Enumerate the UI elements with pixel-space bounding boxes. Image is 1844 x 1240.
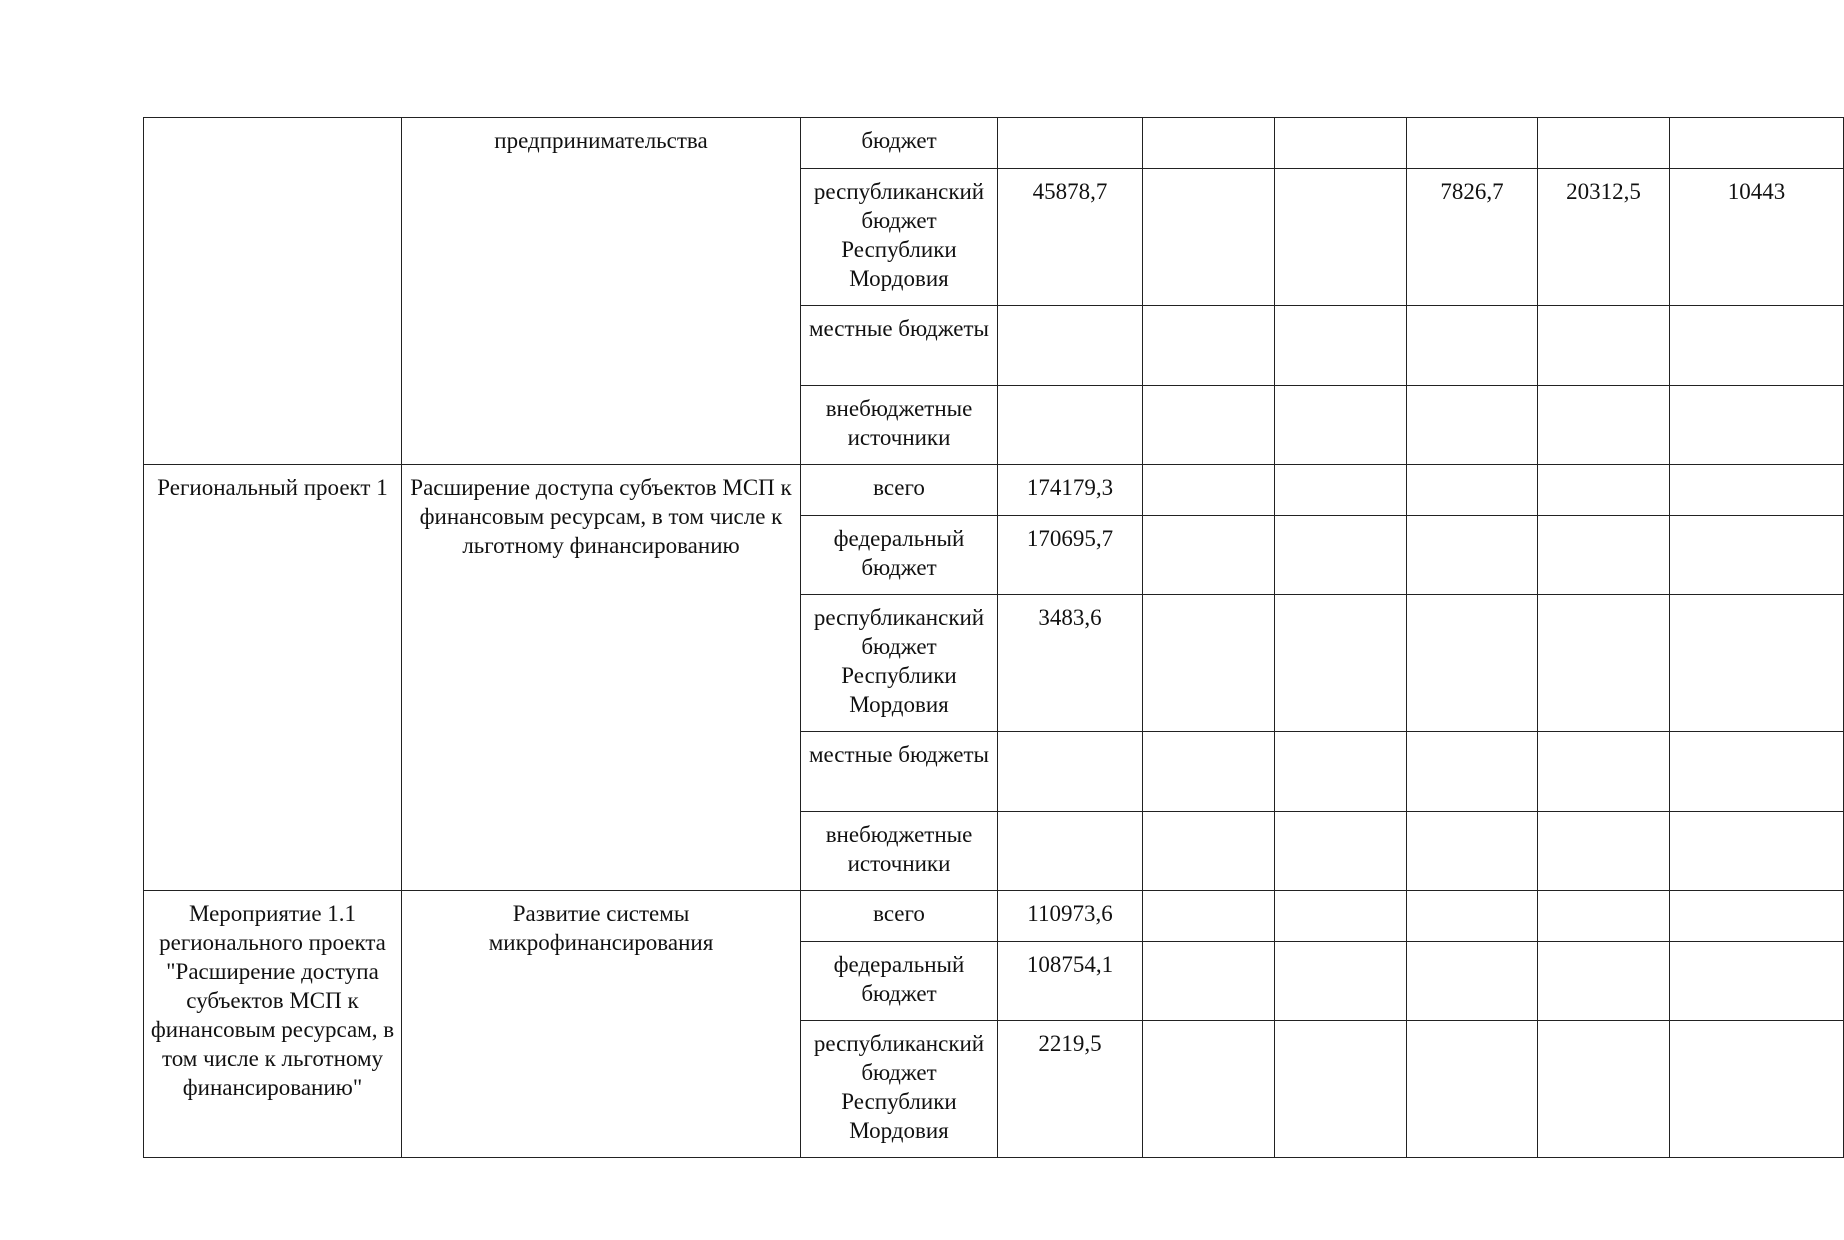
- amount-cell: [1670, 891, 1844, 942]
- amount-cell: [1670, 732, 1844, 812]
- funding-source-cell: федеральный бюджет: [801, 516, 998, 595]
- amount-cell: [1538, 118, 1670, 169]
- amount-cell: [1670, 942, 1844, 1021]
- funding-source-cell: республиканский бюджет Республики Мордовия: [801, 595, 998, 732]
- measure-cell: Региональный проект 1: [144, 465, 402, 891]
- amount-cell: [1407, 891, 1538, 942]
- funding-source-cell: федеральный бюджет: [801, 942, 998, 1021]
- table-row: [144, 118, 1844, 169]
- amount-cell: [1275, 942, 1407, 1021]
- funding-source-cell: местные бюджеты: [801, 306, 998, 386]
- amount-cell: [1407, 118, 1538, 169]
- amount-cell: [1275, 732, 1407, 812]
- amount-cell: [1670, 1021, 1844, 1158]
- amount-cell: [998, 732, 1143, 812]
- amount-cell: [1538, 812, 1670, 891]
- amount-cell: [998, 812, 1143, 891]
- amount-cell: [1275, 516, 1407, 595]
- funding-source-cell: местные бюджеты: [801, 732, 998, 812]
- amount-cell: [1275, 595, 1407, 732]
- amount-cell: [1143, 595, 1275, 732]
- amount-cell: [998, 118, 1143, 169]
- amount-cell: [1275, 169, 1407, 306]
- amount-cell: [1275, 306, 1407, 386]
- amount-cell: [1538, 942, 1670, 1021]
- name-cell: Развитие системы микрофинансирования: [402, 891, 801, 1158]
- amount-cell: [1143, 169, 1275, 306]
- amount-cell: [998, 306, 1143, 386]
- amount-cell: [1538, 465, 1670, 516]
- funding-source-cell: всего: [801, 891, 998, 942]
- table-body: [144, 118, 1844, 1158]
- amount-cell: [1407, 812, 1538, 891]
- amount-cell: [1538, 306, 1670, 386]
- amount-cell: [1670, 118, 1844, 169]
- amount-cell: [1143, 465, 1275, 516]
- funding-source-cell: внебюджетные источники: [801, 386, 998, 465]
- amount-cell: [1538, 516, 1670, 595]
- amount-cell: 7826,7: [1407, 169, 1538, 306]
- amount-cell: [1143, 516, 1275, 595]
- amount-cell: [1275, 118, 1407, 169]
- amount-cell: [1143, 306, 1275, 386]
- amount-cell: [1143, 942, 1275, 1021]
- budget-table: [143, 117, 1844, 1158]
- funding-source-cell: бюджет: [801, 118, 998, 169]
- measure-cell: [144, 118, 402, 465]
- name-cell: Расширение доступа субъектов МСП к финансовым ресурсам, в том числе к льготному финансированию: [402, 465, 801, 891]
- measure-cell: Мероприятие 1.1 регионального проекта "Расширение доступа субъектов МСП к финансовым ресурсам, в том числе к льготному финансированию": [144, 891, 402, 1158]
- table-row: [144, 891, 1844, 942]
- amount-cell: [1538, 386, 1670, 465]
- amount-cell: [1670, 595, 1844, 732]
- name-cell: предпринимательства: [402, 118, 801, 465]
- amount-cell: [1143, 118, 1275, 169]
- amount-cell: 10443: [1670, 169, 1844, 306]
- amount-cell: 108754,1: [998, 942, 1143, 1021]
- amount-cell: [998, 386, 1143, 465]
- amount-cell: [1670, 306, 1844, 386]
- amount-cell: [1407, 465, 1538, 516]
- amount-cell: [1407, 516, 1538, 595]
- amount-cell: [1670, 516, 1844, 595]
- amount-cell: [1275, 1021, 1407, 1158]
- amount-cell: [1670, 386, 1844, 465]
- table-viewport: [143, 117, 1786, 1165]
- funding-source-cell: республиканский бюджет Республики Мордовия: [801, 1021, 998, 1158]
- amount-cell: [1143, 732, 1275, 812]
- amount-cell: 174179,3: [998, 465, 1143, 516]
- amount-cell: [1407, 1021, 1538, 1158]
- amount-cell: [1538, 891, 1670, 942]
- amount-cell: [1143, 386, 1275, 465]
- amount-cell: [1407, 306, 1538, 386]
- amount-cell: [1538, 732, 1670, 812]
- amount-cell: [1143, 891, 1275, 942]
- amount-cell: 110973,6: [998, 891, 1143, 942]
- amount-cell: 170695,7: [998, 516, 1143, 595]
- amount-cell: [1275, 812, 1407, 891]
- amount-cell: [1670, 812, 1844, 891]
- amount-cell: 45878,7: [998, 169, 1143, 306]
- amount-cell: [1538, 595, 1670, 732]
- funding-source-cell: внебюджетные источники: [801, 812, 998, 891]
- amount-cell: [1670, 465, 1844, 516]
- amount-cell: [1143, 1021, 1275, 1158]
- amount-cell: 20312,5: [1538, 169, 1670, 306]
- table-row: [144, 465, 1844, 516]
- amount-cell: [1275, 891, 1407, 942]
- amount-cell: [1407, 595, 1538, 732]
- funding-source-cell: республиканский бюджет Республики Мордовия: [801, 169, 998, 306]
- amount-cell: 2219,5: [998, 1021, 1143, 1158]
- funding-source-cell: всего: [801, 465, 998, 516]
- amount-cell: [1143, 812, 1275, 891]
- amount-cell: [1275, 386, 1407, 465]
- amount-cell: [1407, 732, 1538, 812]
- amount-cell: [1538, 1021, 1670, 1158]
- amount-cell: [1407, 942, 1538, 1021]
- amount-cell: 3483,6: [998, 595, 1143, 732]
- amount-cell: [1407, 386, 1538, 465]
- amount-cell: [1275, 465, 1407, 516]
